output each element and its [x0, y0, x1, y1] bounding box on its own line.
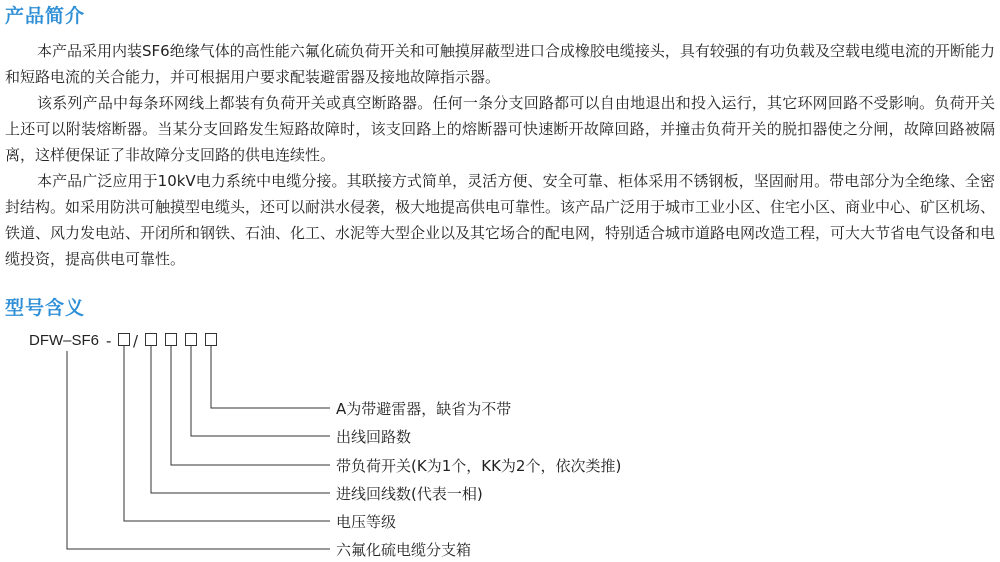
- intro-paragraph-3: 本产品广泛应用于10kV电力系统中电缆分接。其联接方式简单，灵活方便、安全可靠、柜体采用不锈钢板，坚固耐用。带电部分为全绝缘、全密封结构。如采用防洪可触摸型电缆头，还可以耐洪水侵袭，极大地提高供电可靠性。该产品广泛用于城市工业小区、住宅小区、商业中心、矿区机场、铁道、风力发电站、开闭所和钢铁、石油、化工、水泥等大型企业以及其它场合的配电网，特别适合城市道路电网改造工程，可大大节省电气设备和电缆投资，提高供电可靠性。: [5, 172, 996, 268]
- desc-incoming-circuits: 进线回线数(代表一相): [336, 485, 483, 503]
- desc-outgoing-circuits: 出线回路数: [336, 428, 412, 446]
- section-title-product-intro: 产品简介: [5, 5, 86, 27]
- model-code-prefix: DFW–SF6: [29, 332, 100, 349]
- desc-product-name: 六氟化硫电缆分支箱: [336, 541, 472, 559]
- intro-paragraph-1: 本产品采用内装SF6绝缘气体的高性能六氟化硫负荷开关和可触摸屏蔽型进口合成橡胶电缆接头，具有较强的有功负载及空载电缆电流的开断能力和短路电流的关合能力，并可根据用户要求配装避雷器及接地故障指示器。: [5, 42, 995, 86]
- model-code-slash: /: [133, 332, 139, 350]
- model-code-dash: -: [106, 332, 112, 350]
- product-intro-body: [5, 38, 995, 272]
- desc-load-switch: 带负荷开关(K为1个，KK为2个，依次类推): [336, 457, 622, 475]
- bracket-lines: [0, 324, 1000, 562]
- intro-paragraph-2: 该系列产品中每条环网线上都装有负荷开关或真空断路器。任何一条分支回路都可以自由地退出和投入运行，其它环网回路不受影响。负荷开关上还可以附装熔断器。当某分支回路发生短路故障时，该支回路上的熔断器可快速断开故障回路，并撞击负荷开关的脱扣器使之分闸，故障回路被隔离，这样便保证了非故障分支回路的供电连续性。: [5, 94, 995, 164]
- section-title-model-meaning: 型号含义: [5, 297, 86, 319]
- desc-arrester: A为带避雷器，缺省为不带: [336, 400, 512, 418]
- model-code-diagram: [0, 324, 1000, 562]
- desc-voltage-level: 电压等级: [336, 513, 397, 531]
